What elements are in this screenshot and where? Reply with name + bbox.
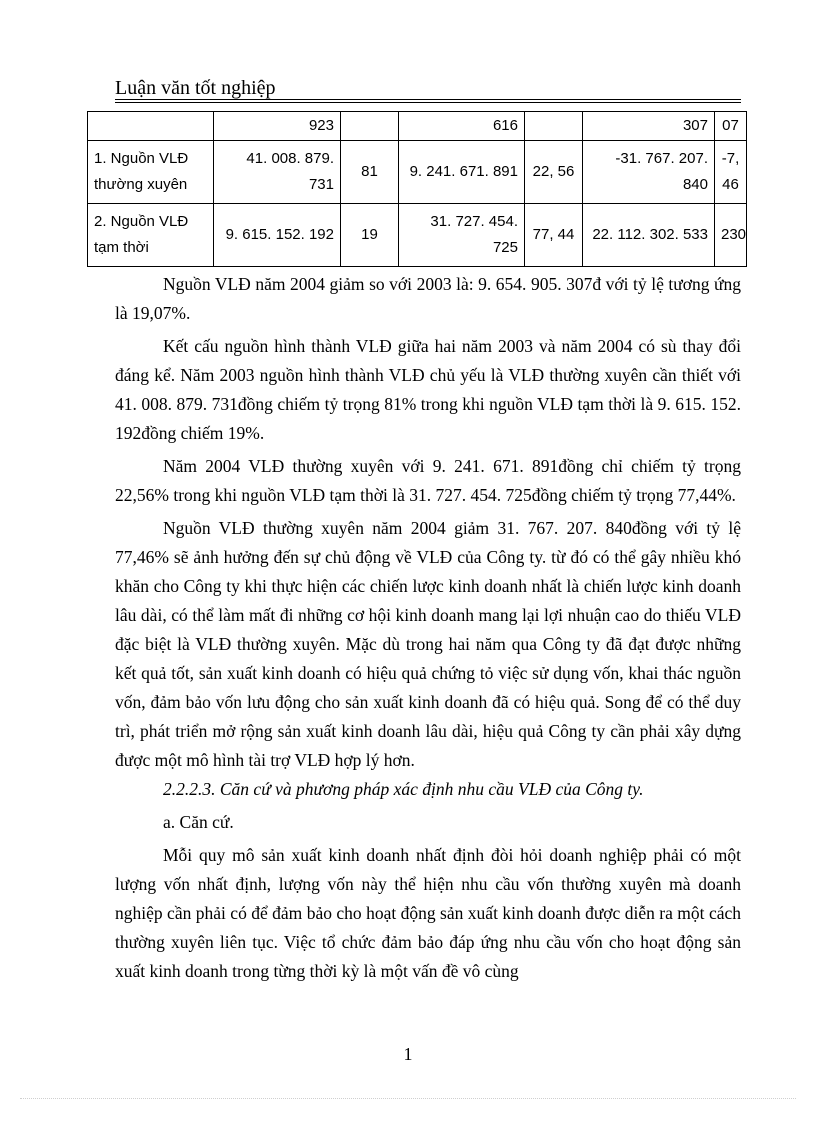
value-2003: 9. 615. 152. 192 [214, 204, 341, 267]
percent-2004 [525, 112, 583, 141]
footer-dotted-line [20, 1098, 796, 1099]
value-2004: 9. 241. 671. 891 [399, 141, 525, 204]
working-capital-table [87, 111, 747, 267]
header-double-rule [115, 99, 741, 103]
percent-2003: 19 [341, 204, 399, 267]
running-header-title: Luận văn tốt nghiệp [115, 77, 276, 99]
row-label [88, 112, 214, 141]
body-text [115, 270, 741, 986]
paragraph-capital-structure: Kết cấu nguồn hình thành VLĐ giữa hai năm 2003 và năm 2004 có sù thay đổi đáng kể. Năm 2003 nguồn hình thành VLĐ chủ yếu là VLĐ thường xuyên cần thiết với 41. 008. 879. 731đồng chiếm tỷ trọng 81% trong khi nguồn VLĐ tạm thời là 9. 615. 152. 192đồng chiếm 19%. [115, 336, 741, 443]
paragraph-capital-decrease: Nguồn VLĐ năm 2004 giảm so với 2003 là: 9. 654. 905. 307đ với tỷ lệ tương ứng là 19,07%. [115, 274, 741, 323]
value-2004: 31. 727. 454. 725 [399, 204, 525, 267]
rate: 230 [715, 204, 747, 267]
table-row [88, 112, 747, 141]
percent-2003: 81 [341, 141, 399, 204]
difference: 22. 112. 302. 533 [583, 204, 715, 267]
percent-2004: 77, 44 [525, 204, 583, 267]
difference: -31. 767. 207. 840 [583, 141, 715, 204]
table-row [88, 204, 747, 267]
value-2003: 923 [214, 112, 341, 141]
row-label: 2. Nguồn VLĐ tạm thời [88, 204, 214, 267]
paragraph-impact-analysis: Nguồn VLĐ thường xuyên năm 2004 giảm 31. 767. 207. 840đồng với tỷ lệ 77,46% sẽ ảnh hưởng đến sự chủ động về VLĐ của Công ty. từ đó có thể gây nhiều khó khăn cho Công ty khi thực hiện các chiến lược kinh doanh nhất là chiến lược kinh doanh lâu dài, có thể làm mất đi những cơ hội kinh doanh mang lại lợi nhuận cao do thiếu VLĐ đặc biệt là VLĐ thường xuyên. Mặc dù trong hai năm qua Công ty đã đạt được những kết quả tốt, sản xuất kinh doanh có hiệu quả chứng tỏ việc sử dụng vốn, khai thác nguồn vốn, đảm bảo vốn lưu động cho sản xuất kinh doanh đã có hiệu quả. Song để có thể duy trì, phát triển mở rộng sản xuất kinh doanh lâu dài, hiệu quả Công ty cần phải xây dựng được một mô hình tài trợ VLĐ hợp lý hơn. [115, 518, 741, 770]
value-2003: 41. 008. 879. 731 [214, 141, 341, 204]
table-row [88, 141, 747, 204]
section-heading: 2.2.2.3. Căn cứ và phương pháp xác định nhu cầu VLĐ của Công ty. [163, 779, 644, 799]
difference: 307 [583, 112, 715, 141]
percent-2003 [341, 112, 399, 141]
value-2004: 616 [399, 112, 525, 141]
sub-heading: a. Căn cứ. [163, 812, 234, 832]
rate: 07 [715, 112, 747, 141]
rate: -7, 46 [715, 141, 747, 204]
paragraph-2004-structure: Năm 2004 VLĐ thường xuyên với 9. 241. 671. 891đồng chỉ chiếm tỷ trọng 22,56% trong khi nguồn VLĐ tạm thời là 31. 727. 454. 725đồng chiếm tỷ trọng 77,44%. [115, 456, 741, 505]
row-label: 1. Nguồn VLĐ thường xuyên [88, 141, 214, 204]
page-number: 1 [403, 1044, 413, 1064]
paragraph-basis: Mỗi quy mô sản xuất kinh doanh nhất định đòi hỏi doanh nghiệp phải có một lượng vốn nhất định, lượng vốn này thể hiện nhu cầu vốn thường xuyên mà doanh nghiệp cần phải có để đảm bảo cho hoạt động sản xuất kinh doanh được diễn ra một cách thường xuyên liên tục. Việc tổ chức đảm bảo đáp ứng nhu cầu vốn cho hoạt động sản xuất kinh doanh trong từng thời kỳ là một vấn đề vô cùng [115, 845, 741, 981]
percent-2004: 22, 56 [525, 141, 583, 204]
